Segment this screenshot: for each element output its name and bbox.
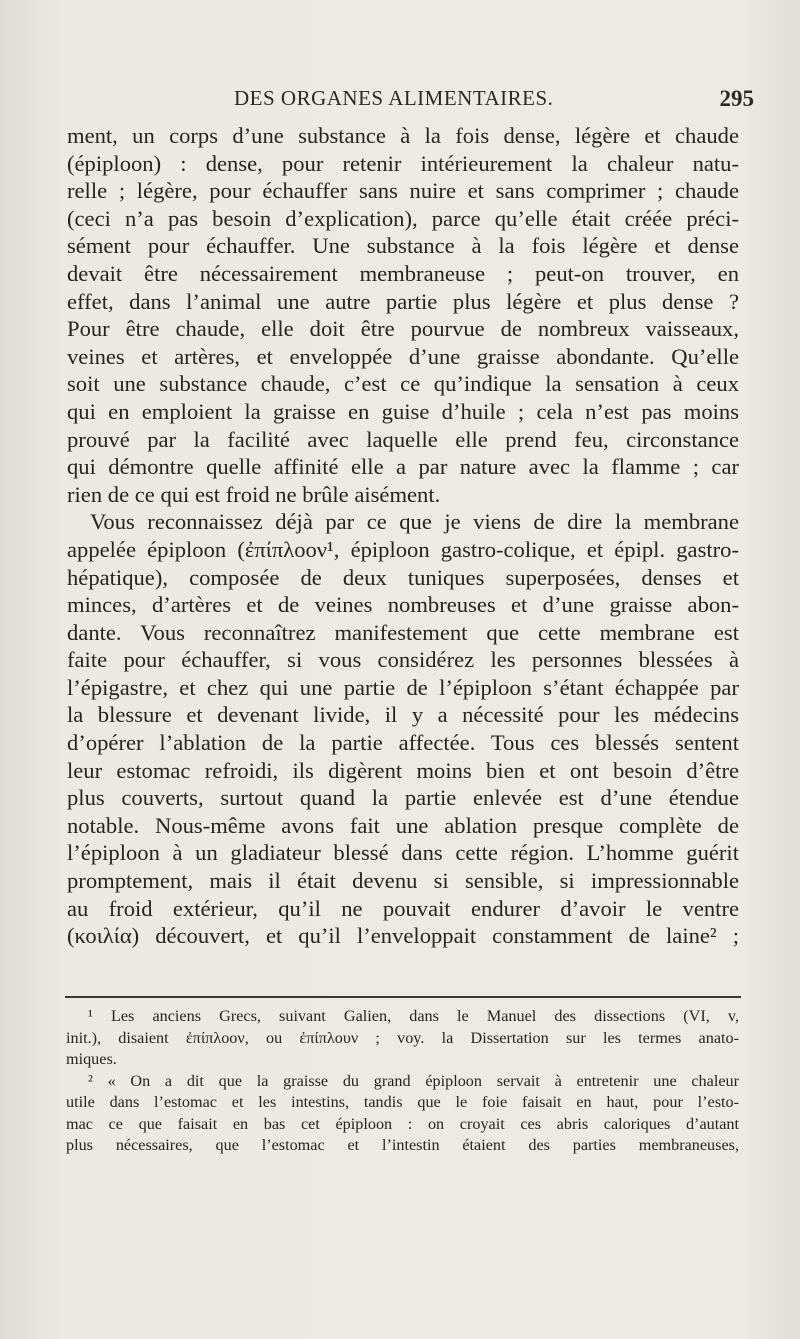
body-line: rien de ce qui est froid ne brûle aisément. xyxy=(67,481,441,507)
body-line: minces, d’artères et de veines nombreuses et d’une graisse abon- xyxy=(67,592,739,618)
body-line: plus couverts, surtout quand la partie enlevée est d’une étendue xyxy=(67,785,739,811)
body-line: l’épiploon à un gladiateur blessé dans cette région. L’homme guérit xyxy=(67,840,739,866)
body-line: dante. Vous reconnaîtrez manifestement que cette membrane est xyxy=(67,619,739,645)
page-header xyxy=(92,86,764,118)
body-line: la blessure et devenant livide, il y a nécessité pour les médecins xyxy=(67,702,739,728)
body-line: promptement, mais il était devenu si sensible, si impressionnable xyxy=(67,868,739,894)
footnote-line: init.), disaient ἐπίπλοον, ou ἐπίπλουν ; voy. la Dissertation sur les termes anato- xyxy=(66,1028,739,1047)
body-line: relle ; légère, pour échauffer sans nuire et sans comprimer ; chaude xyxy=(67,178,739,204)
footnote-line: miques. xyxy=(66,1050,117,1068)
body-line: (ceci n’a pas besoin d’explication), parce qu’elle était créée préci- xyxy=(67,205,739,231)
page-number: 295 xyxy=(719,86,754,111)
footnote-line: ² « On a dit que la graisse du grand épiploon servait à entretenir une chaleur xyxy=(88,1071,739,1090)
footnote-line: mac ce que faisait en bas cet épiploon : on croyait ces abris caloriques d’autant xyxy=(66,1114,739,1133)
footnote-line: plus nécessaires, que l’estomac et l’intestin étaient des parties membraneuses, xyxy=(66,1136,739,1154)
footnote-line: utile dans l’estomac et les intestins, tandis que le foie faisait en haut, pour l’esto- xyxy=(66,1093,739,1111)
footnote-line: ¹ Les anciens Grecs, suivant Galien, dans le Manuel des dissections (VI, v, xyxy=(88,1007,739,1025)
body-line: notable. Nous-même avons fait une ablation presque complète de xyxy=(67,812,739,838)
body-line: qui démontre quelle affinité elle a par nature avec la flamme ; car xyxy=(67,454,739,480)
body-line: au froid extérieur, qu’il ne pouvait endurer d’avoir le ventre xyxy=(67,895,739,921)
body-text xyxy=(67,122,739,950)
body-line: (épiploon) : dense, pour retenir intérieurement la chaleur natu- xyxy=(67,150,739,176)
paragraph-start-line: Vous reconnaissez déjà par ce que je viens de dire la membrane xyxy=(90,509,739,535)
body-line: qui en emploient la graisse en guise d’huile ; cela n’est pas moins xyxy=(67,398,739,424)
body-line: veines et artères, et enveloppée d’une graisse abondante. Qu’elle xyxy=(67,343,739,369)
body-line: l’épigastre, et chez qui une partie de l’épiploon s’étant échappée par xyxy=(67,674,739,700)
body-line: faite pour échauffer, si vous considérez les personnes blessées à xyxy=(67,647,739,673)
footnotes xyxy=(66,1006,739,1157)
footnote-separator xyxy=(65,996,741,998)
body-line: Pour être chaude, elle doit être pourvue de nombreux vaisseaux, xyxy=(67,316,739,342)
body-line: (κοιλία) découvert, et qu’il l’enveloppait constamment de laine² ; xyxy=(67,923,739,949)
body-line: d’opérer l’ablation de la partie affectée. Tous ces blessés sentent xyxy=(67,730,739,756)
body-line: ment, un corps d’une substance à la fois dense, légère et chaude xyxy=(67,123,739,148)
body-line: prouvé par la facilité avec laquelle elle prend feu, circonstance xyxy=(67,426,739,452)
body-line: sément pour échauffer. Une substance à la fois légère et dense xyxy=(67,233,739,259)
body-line: leur estomac refroidi, ils digèrent moins bien et ont besoin d’être xyxy=(67,757,739,783)
body-line: effet, dans l’animal une autre partie plus légère et plus dense ? xyxy=(67,288,739,314)
running-title: DES ORGANES ALIMENTAIRES. xyxy=(234,86,554,110)
body-line: soit une substance chaude, c’est ce qu’indique la sensation à ceux xyxy=(67,371,739,397)
body-line: devait être nécessairement membraneuse ; peut-on trouver, en xyxy=(67,260,739,286)
body-line: appelée épiploon (ἐπίπλοον¹, épiploon gastro-colique, et épipl. gastro- xyxy=(67,536,739,562)
body-line: hépatique), composée de deux tuniques superposées, denses et xyxy=(67,564,739,590)
